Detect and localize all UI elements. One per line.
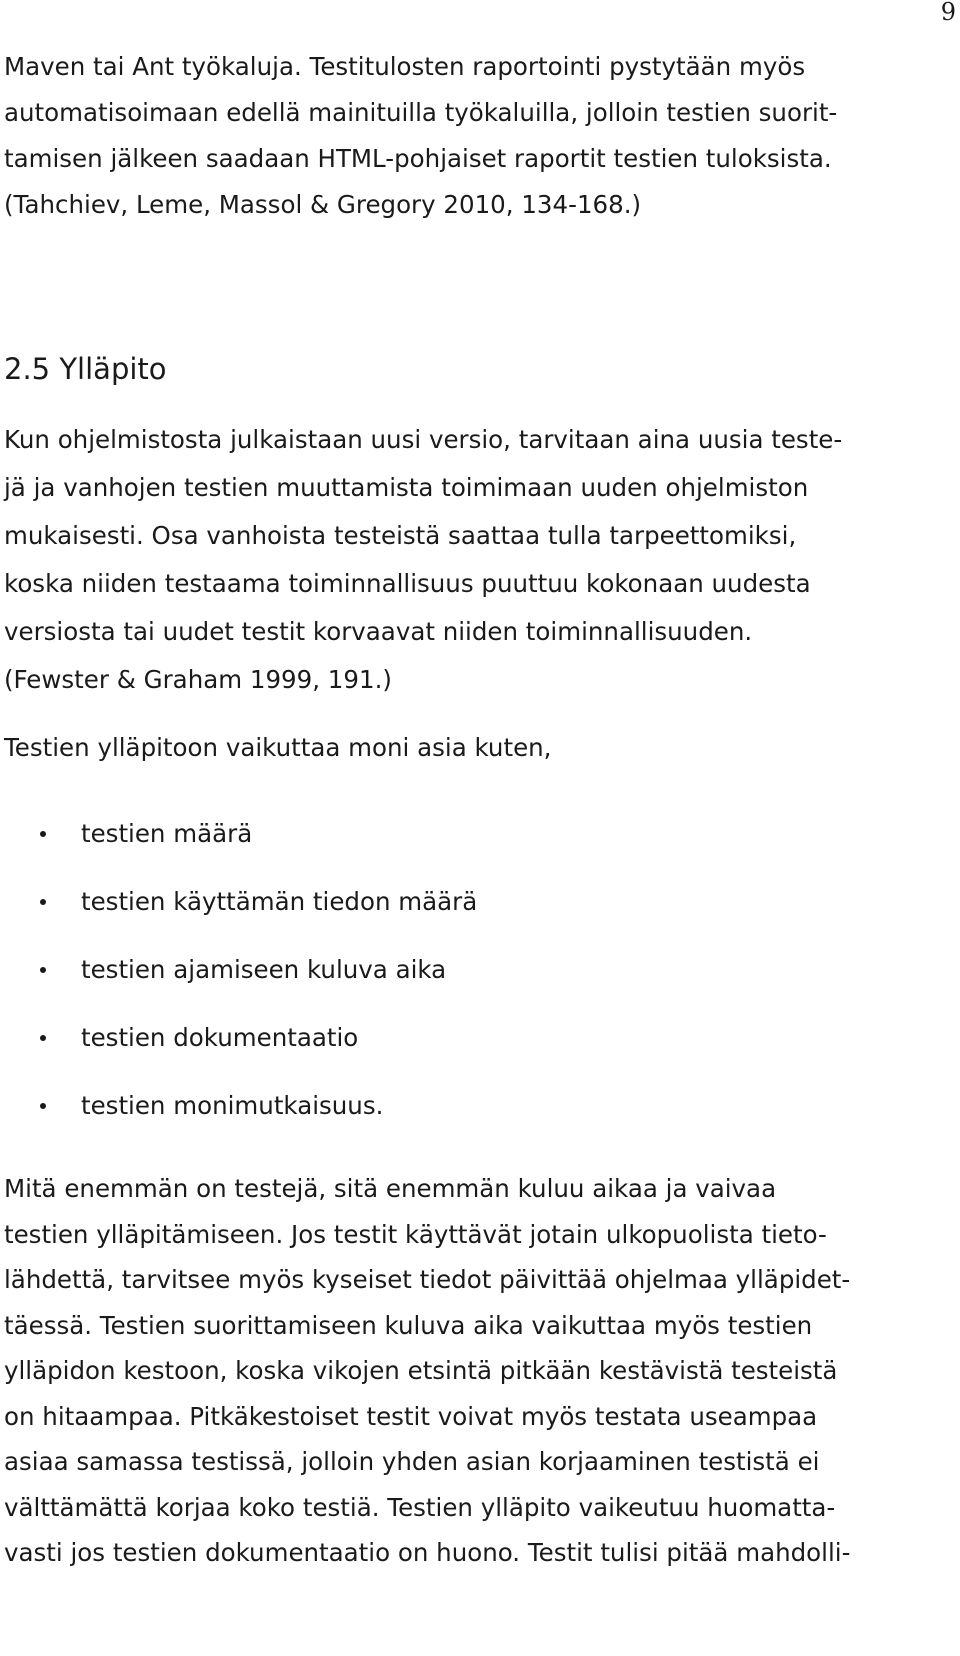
paragraph-3 (4, 724, 551, 772)
list-item-text: testien ajamiseen kuluva aika (81, 955, 447, 984)
text-line: automatisoimaan edellä mainituilla työkaluilla, jolloin testien suorit- (4, 98, 838, 127)
page-number: 9 (940, 0, 956, 26)
text-line: jä ja vanhojen testien muuttamista toimimaan uuden ohjelmiston (4, 473, 809, 502)
text-line: koska niiden testaama toiminnallisuus puuttuu kokonaan uudesta (4, 569, 811, 598)
bullet-icon (40, 831, 46, 837)
text-line: testien ylläpitämiseen. Jos testit käyttävät jotain ulkopuolista tieto- (4, 1219, 827, 1249)
paragraph-4 (4, 1166, 850, 1576)
text-line: on hitaampaa. Pitkäkestoiset testit voivat myös testata useampaa (4, 1401, 818, 1431)
bullet-icon (40, 967, 46, 973)
bullet-icon (40, 1103, 46, 1109)
text-line: lähdettä, tarvitsee myös kyseiset tiedot päivittää ohjelmaa ylläpidet- (4, 1265, 851, 1294)
text-line: vasti jos testien dokumentaatio on huono. Testit tulisi pitää mahdolli- (4, 1538, 851, 1567)
list-item-text: testien monimutkaisuus. (81, 1091, 384, 1120)
paragraph-1 (4, 44, 954, 228)
bullet-icon (40, 899, 46, 905)
text-line: täessä. Testien suorittamiseen kuluva aika vaikuttaa myös testien (4, 1310, 813, 1340)
list-item-text: testien käyttämän tiedon määrä (81, 887, 478, 916)
bullet-icon (40, 1035, 46, 1041)
text-line: ylläpidon kestoon, koska vikojen etsintä pitkään kestävistä testeistä (4, 1356, 838, 1385)
bullet-list (4, 810, 904, 1150)
list-item-text: testien määrä (81, 819, 253, 848)
list-item (4, 1014, 904, 1082)
list-item (4, 946, 904, 1014)
text-line: Maven tai Ant työkaluja. Testitulosten raportointi pystytään myös (4, 52, 806, 81)
list-item-text: testien dokumentaatio (81, 1023, 359, 1052)
text-line: Mitä enemmän on testejä, sitä enemmän kuluu aikaa ja vaivaa (4, 1174, 777, 1203)
list-item (4, 810, 904, 878)
text-line: asiaa samassa testissä, jolloin yhden asian korjaaminen testistä ei (4, 1447, 820, 1476)
text-line: tamisen jälkeen saadaan HTML-pohjaiset raportit testien tuloksista. (4, 144, 832, 173)
text-line: Kun ohjelmistosta julkaistaan uusi versio, tarvitaan aina uusia teste- (4, 425, 843, 454)
paragraph-2 (4, 416, 842, 704)
text-line: Testien ylläpitoon vaikuttaa moni asia kuten, (4, 733, 552, 762)
list-item (4, 1082, 904, 1150)
text-line: (Tahchiev, Leme, Massol & Gregory 2010, 134-168.) (4, 190, 642, 219)
text-line: mukaisesti. Osa vanhoista testeistä saattaa tulla tarpeettomiksi, (4, 521, 797, 550)
list-item (4, 878, 904, 946)
text-line: versiosta tai uudet testit korvaavat niiden toiminnallisuuden. (4, 617, 753, 646)
text-line: välttämättä korjaa koko testiä. Testien ylläpito vaikeutuu huomatta- (4, 1492, 836, 1522)
section-heading: 2.5 Ylläpito (4, 352, 167, 386)
text-line: (Fewster & Graham 1999, 191.) (4, 665, 392, 694)
